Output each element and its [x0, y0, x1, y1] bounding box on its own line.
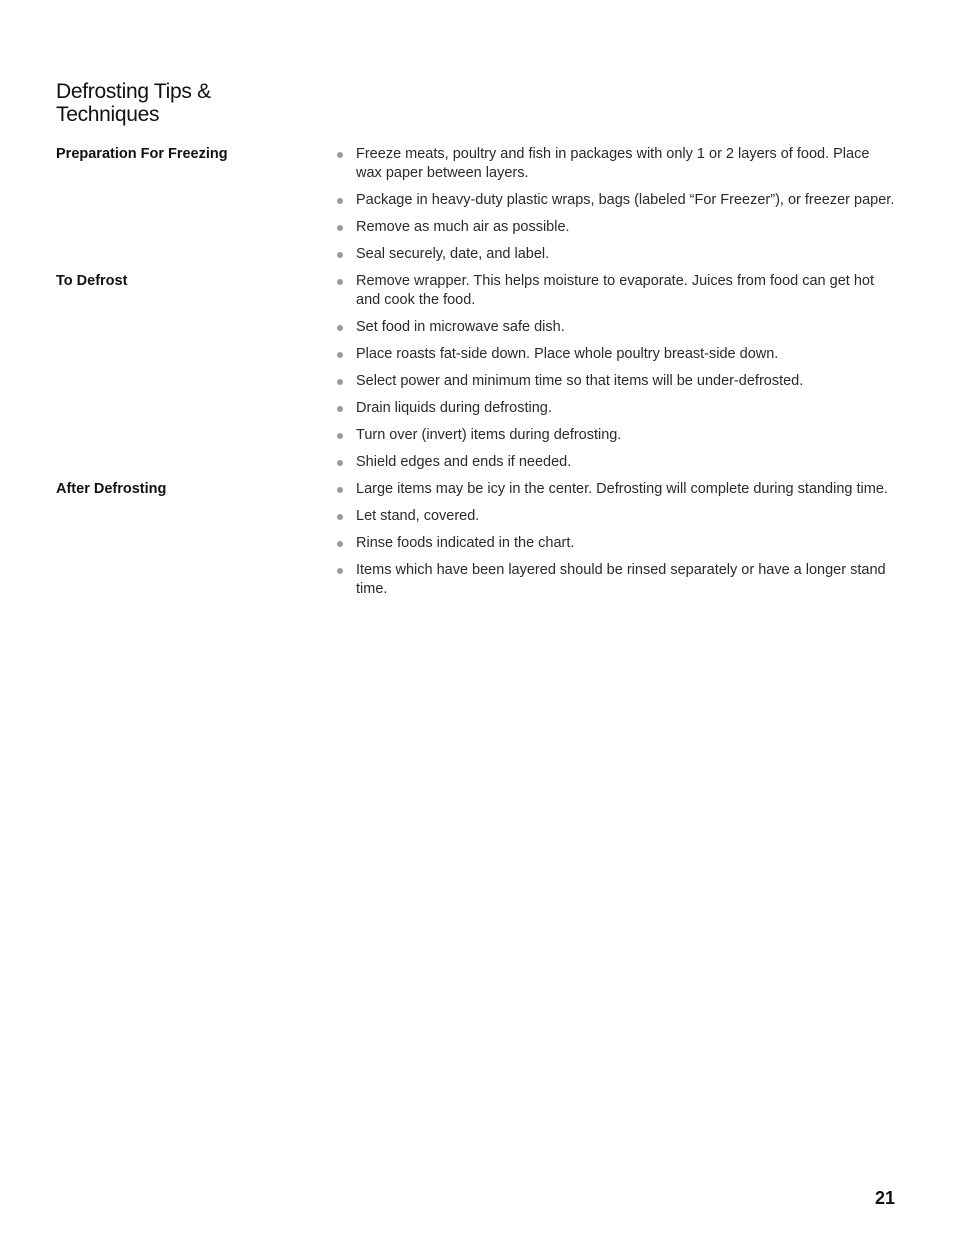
list-item-text: Package in heavy-duty plastic wraps, bags (labeled “For Freezer”), or freezer paper.: [356, 192, 895, 208]
list-item: [337, 218, 897, 237]
bullet-icon: [337, 406, 343, 412]
bullet-icon: [337, 541, 343, 547]
list-item-text: Drain liquids during defrosting.: [356, 400, 552, 416]
list-item: [337, 272, 897, 310]
list-item: [337, 191, 897, 210]
list-item: [337, 318, 897, 337]
list-item: [337, 561, 897, 599]
bullet-icon: [337, 352, 343, 358]
sections-container: [0, 145, 954, 607]
list-item-text: Rinse foods indicated in the chart.: [356, 535, 575, 551]
section-label: Preparation For Freezing: [56, 146, 228, 162]
bullet-icon: [337, 433, 343, 439]
list-item-text: Freeze meats, poultry and fish in packages with only 1 or 2 layers of food. Place wax paper between layers.: [356, 146, 870, 181]
bullet-icon: [337, 198, 343, 204]
list-item-text: Large items may be icy in the center. Defrosting will complete during standing time.: [356, 481, 888, 497]
bullet-list: [337, 272, 897, 480]
list-item-text: Seal securely, date, and label.: [356, 246, 550, 262]
bullet-icon: [337, 487, 343, 493]
list-item: [337, 245, 897, 264]
section-to-defrost: [0, 272, 954, 480]
bullet-icon: [337, 252, 343, 258]
list-item-text: Place roasts fat-side down. Place whole poultry breast-side down.: [356, 346, 779, 362]
bullet-list: [337, 145, 897, 272]
bullet-icon: [337, 279, 343, 285]
bullet-icon: [337, 325, 343, 331]
list-item-text: Remove as much air as possible.: [356, 219, 570, 235]
page-number: 21: [874, 1188, 895, 1208]
bullet-icon: [337, 152, 343, 158]
list-item: [337, 372, 897, 391]
list-item-text: Items which have been layered should be rinsed separately or have a longer stand time.: [356, 562, 886, 597]
list-item: [337, 399, 897, 418]
list-item-text: Remove wrapper. This helps moisture to evaporate. Juices from food can get hot and cook the food.: [356, 273, 874, 308]
section-label: To Defrost: [56, 273, 128, 289]
list-item: [337, 480, 897, 499]
bullet-icon: [337, 460, 343, 466]
bullet-icon: [337, 514, 343, 520]
section-label: After Defrosting: [56, 481, 167, 497]
list-item-text: Select power and minimum time so that items will be under-defrosted.: [356, 373, 804, 389]
page-title: Defrosting Tips & Techniques: [56, 80, 211, 126]
list-item-text: Turn over (invert) items during defrosting.: [356, 427, 622, 443]
section-after-defrosting: [0, 480, 954, 607]
list-item: [337, 453, 897, 472]
bullet-icon: [337, 225, 343, 231]
list-item: [337, 345, 897, 364]
bullet-list: [337, 480, 897, 607]
section-preparation-for-freezing: [0, 145, 954, 272]
list-item: [337, 507, 897, 526]
list-item: [337, 426, 897, 445]
list-item-text: Set food in microwave safe dish.: [356, 319, 565, 335]
list-item-text: Shield edges and ends if needed.: [356, 454, 572, 470]
bullet-icon: [337, 568, 343, 574]
list-item: [337, 534, 897, 553]
list-item-text: Let stand, covered.: [356, 508, 480, 524]
list-item: [337, 145, 897, 183]
bullet-icon: [337, 379, 343, 385]
